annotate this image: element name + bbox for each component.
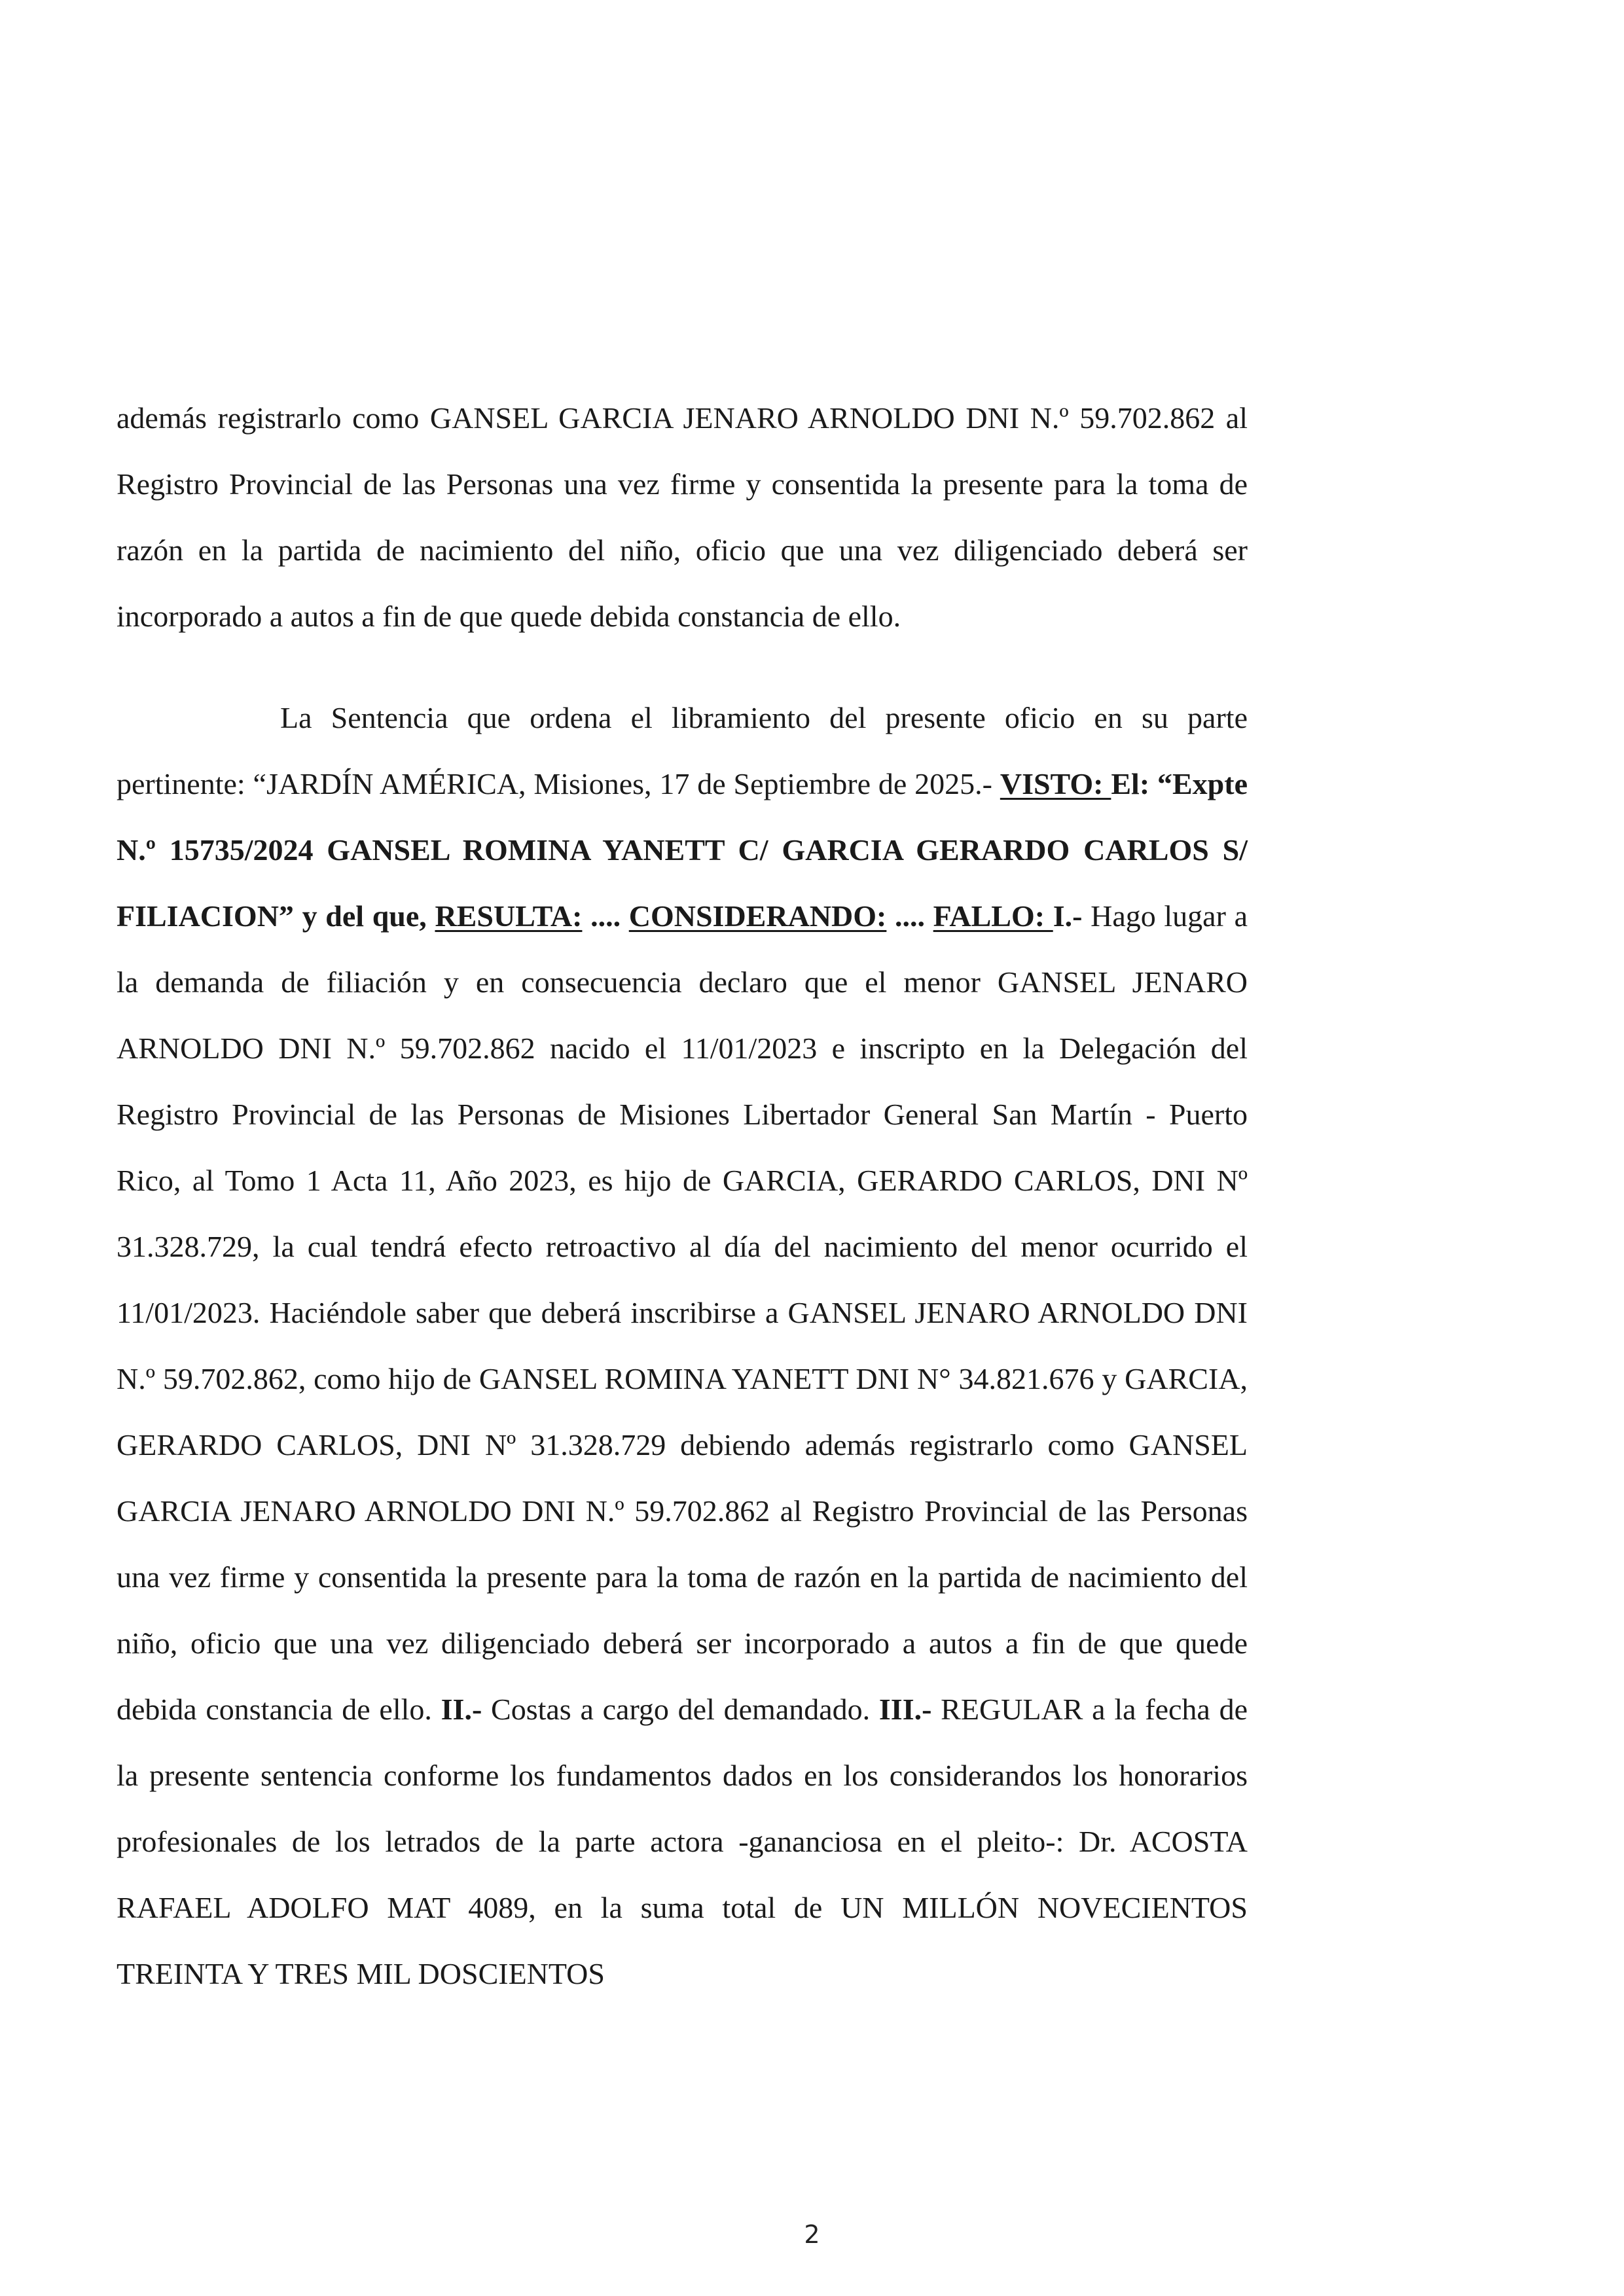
considerando-label: CONSIDERANDO: — [628, 899, 887, 933]
fallo-item-3-text: REGULAR a la fecha de la presente sentencia conforme los fundamentos dados en los considerandos los honorarios profesionales de los letrados de la parte actora -gananciosa en el pleito-: Dr. ACOSTA RAFAEL ADOLFO MAT 4089, en la suma total de UN MILLÓN NOVECIENTOS TREINTA Y TRES MIL DOSCIENTOS — [117, 1693, 1248, 1990]
resulta-label: RESULTA: — [435, 899, 583, 933]
page-number: 2 — [804, 2220, 820, 2249]
fallo-item-2-text: Costas a cargo del demandado. — [482, 1693, 879, 1726]
document-body — [117, 385, 1248, 2007]
visto-label: VISTO: El: — [1000, 767, 1150, 800]
sentencia-intro: La Sentencia que ordena el libramiento del presente oficio en su parte pertinente: “JARDÍN AMÉRICA, Misiones, 17 de Septiembre de 2025.- — [117, 701, 1248, 800]
paragraph-sentencia — [117, 685, 1248, 2007]
expte-caption: “Expte N.º 15735/2024 GANSEL ROMINA YANETT C/ GARCIA GERARDO CARLOS S/ FILIACION” y del que, — [117, 767, 1248, 933]
dots-1: .... — [582, 899, 629, 933]
paragraph-continuation: además registrarlo como GANSEL GARCIA JENARO ARNOLDO DNI N.º 59.702.862 al Registro Provincial de las Personas una vez firme y consentida la presente para la toma de razón en la partida de nacimiento del niño, oficio que una vez diligenciado deberá ser incorporado a autos a fin de que quede debida constancia de ello. — [117, 401, 1248, 633]
fallo-item-1-number: I.- — [1053, 899, 1083, 933]
fallo-item-3-number: III.- — [878, 1693, 932, 1726]
fallo-item-2-number: II.- — [441, 1693, 482, 1726]
fallo-label: FALLO: — [933, 899, 1053, 933]
dots-2: .... — [886, 899, 933, 933]
fallo-item-1-text: Hago lugar a la demanda de filiación y en consecuencia declaro que el menor GANSEL JENARO ARNOLDO DNI N.º 59.702.862 nacido el 11/01/2023 e inscripto en la Delegación del Registro Provincial de las Personas de Misiones Libertador General San Martín - Puerto Rico, al Tomo 1 Acta 11, Año 2023, es hijo de GARCIA, GERARDO CARLOS, DNI Nº 31.328.729, la cual tendrá efecto retroactivo al día del nacimiento del menor ocurrido el 11/01/2023. Haciéndole saber que deberá inscribirse a GANSEL JENARO ARNOLDO DNI N.º 59.702.862, como hijo de GANSEL ROMINA YANETT DNI N° 34.821.676 y GARCIA, GERARDO CARLOS, DNI Nº 31.328.729 debiendo además registrarlo como GANSEL GARCIA JENARO ARNOLDO DNI N.º 59.702.862 al Registro Provincial de las Personas una vez firme y consentida la presente para la toma de razón en la partida de nacimiento del niño, oficio que una vez diligenciado deberá ser incorporado a autos a fin de que quede debida constancia de ello. — [117, 899, 1248, 1726]
